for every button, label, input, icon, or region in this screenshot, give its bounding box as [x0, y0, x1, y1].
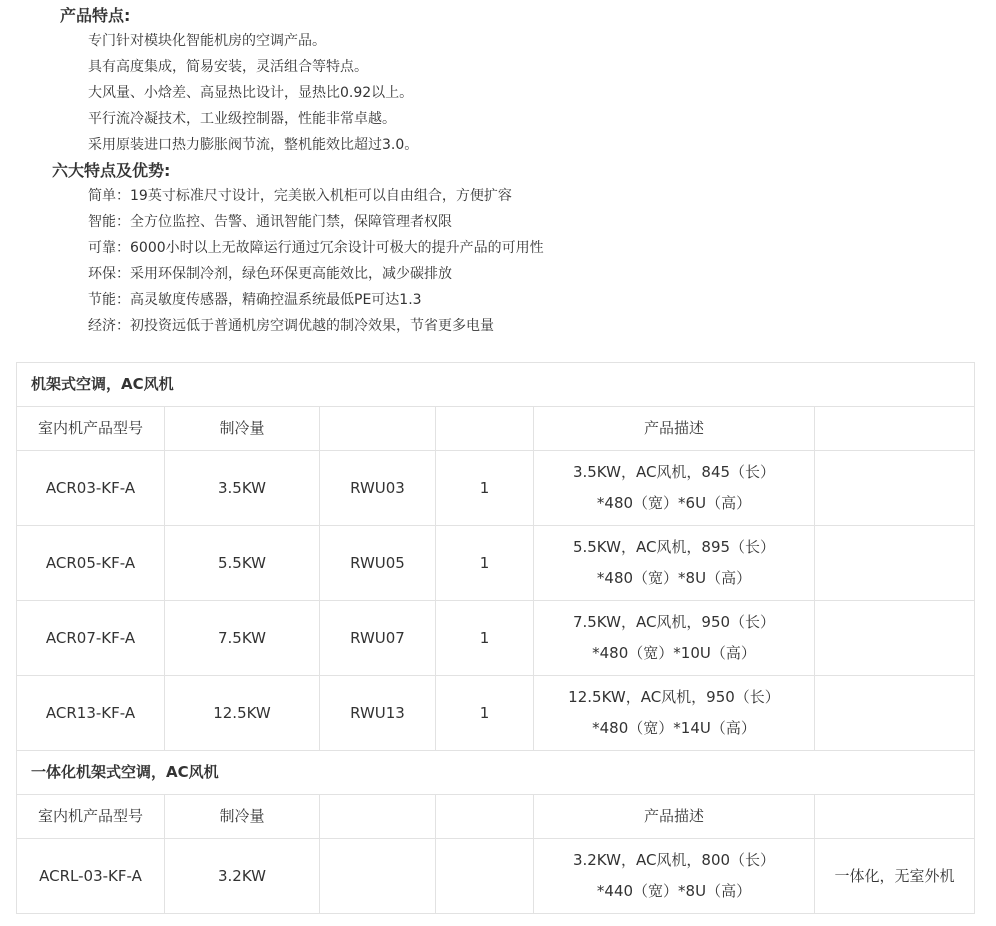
note-cell: 一体化，无室外机	[815, 839, 975, 914]
description-line: *480（宽）*8U（高）	[596, 569, 752, 587]
column-header: 产品描述	[534, 795, 815, 839]
advantages-title: 六大特点及优势:	[52, 161, 171, 180]
section-title: 机架式空调，AC风机	[17, 363, 975, 407]
description-line: *480（宽）*14U（高）	[592, 719, 756, 737]
description-cell	[534, 601, 815, 676]
feature-line: 平行流冷凝技术，工业级控制器，性能非常卓越。	[88, 111, 396, 127]
capacity-cell: 7.5KW	[165, 601, 320, 676]
column-header: 制冷量	[165, 795, 320, 839]
column-header	[815, 407, 975, 451]
column-header: 制冷量	[165, 407, 320, 451]
capacity-cell: 12.5KW	[165, 676, 320, 751]
outdoor-unit-cell: RWU13	[320, 676, 436, 751]
table-row	[17, 601, 975, 676]
table-row	[17, 676, 975, 751]
quantity-cell: 1	[436, 676, 534, 751]
model-cell: ACR07-KF-A	[17, 601, 165, 676]
description-line: *480（宽）*10U（高）	[592, 644, 756, 662]
model-cell: ACR03-KF-A	[17, 451, 165, 526]
description-line: 7.5KW，AC风机，950（长）	[572, 613, 776, 631]
table-row	[17, 526, 975, 601]
description-line: 5.5KW，AC风机，895（长）	[572, 538, 776, 556]
outdoor-unit-cell: RWU03	[320, 451, 436, 526]
description-cell	[534, 451, 815, 526]
model-cell: ACR13-KF-A	[17, 676, 165, 751]
model-cell: ACR05-KF-A	[17, 526, 165, 601]
quantity-cell: 1	[436, 526, 534, 601]
description-line: 12.5KW，AC风机，950（长）	[568, 688, 780, 706]
description-cell	[534, 526, 815, 601]
advantage-line: 简单：19英寸标准尺寸设计，完美嵌入机柜可以自由组合，方便扩容	[88, 188, 512, 204]
description-line: 3.5KW，AC风机，845（长）	[572, 463, 776, 481]
capacity-cell: 3.5KW	[165, 451, 320, 526]
model-cell: ACRL-03-KF-A	[17, 839, 165, 914]
advantage-line: 智能：全方位监控、告警、通讯智能门禁，保障管理者权限	[88, 214, 452, 230]
advantage-line: 经济：初投资远低于普通机房空调优越的制冷效果，节省更多电量	[88, 318, 494, 334]
advantage-line: 节能：高灵敏度传感器，精确控温系统最低PE可达1.3	[88, 292, 422, 308]
advantage-line: 可靠：6000小时以上无故障运行通过冗余设计可极大的提升产品的可用性	[88, 240, 544, 256]
table-row	[17, 451, 975, 526]
note-cell	[815, 601, 975, 676]
description-line: *440（宽）*8U（高）	[596, 882, 752, 900]
column-header: 室内机产品型号	[17, 407, 165, 451]
feature-line: 大风量、小焓差、高显热比设计，显热比0.92以上。	[88, 85, 414, 101]
table-row	[17, 839, 975, 914]
feature-line: 采用原装进口热力膨胀阀节流，整机能效比超过3.0。	[88, 137, 419, 153]
note-cell	[815, 451, 975, 526]
outdoor-unit-cell: RWU05	[320, 526, 436, 601]
column-header: 产品描述	[534, 407, 815, 451]
note-cell	[815, 676, 975, 751]
column-header	[436, 407, 534, 451]
outdoor-unit-cell: RWU07	[320, 601, 436, 676]
description-cell	[534, 839, 815, 914]
features-title: 产品特点:	[60, 6, 131, 25]
column-header	[320, 795, 436, 839]
section-title: 一体化机架式空调，AC风机	[17, 751, 975, 795]
column-header	[320, 407, 436, 451]
note-cell	[815, 526, 975, 601]
description-line: 3.2KW，AC风机，800（长）	[572, 851, 776, 869]
column-header: 室内机产品型号	[17, 795, 165, 839]
product-table	[16, 362, 975, 914]
quantity-cell	[436, 839, 534, 914]
feature-line: 专门针对模块化智能机房的空调产品。	[88, 33, 326, 49]
outdoor-unit-cell	[320, 839, 436, 914]
column-header	[436, 795, 534, 839]
column-header	[815, 795, 975, 839]
capacity-cell: 5.5KW	[165, 526, 320, 601]
table-header-row	[17, 407, 975, 451]
description-line: *480（宽）*6U（高）	[596, 494, 752, 512]
quantity-cell: 1	[436, 601, 534, 676]
description-cell	[534, 676, 815, 751]
table-header-row	[17, 795, 975, 839]
advantage-line: 环保：采用环保制冷剂，绿色环保更高能效比，减少碳排放	[88, 266, 452, 282]
feature-line: 具有高度集成，简易安装，灵活组合等特点。	[88, 59, 368, 75]
quantity-cell: 1	[436, 451, 534, 526]
capacity-cell: 3.2KW	[165, 839, 320, 914]
